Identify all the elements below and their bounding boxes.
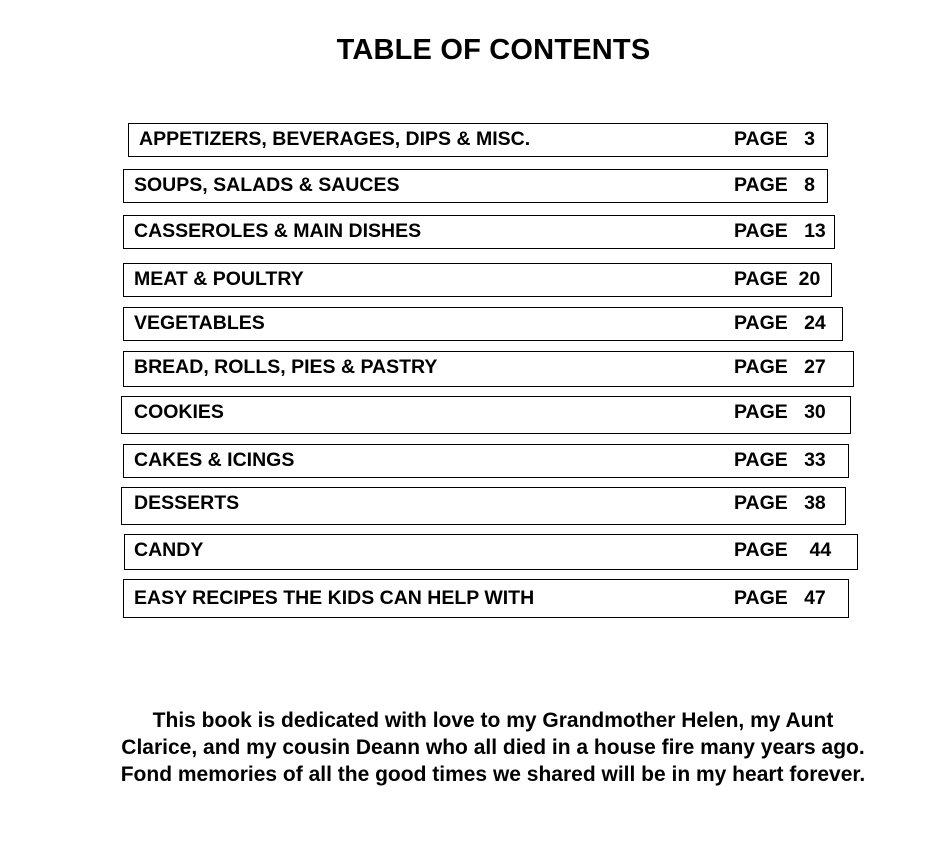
toc-section-label: EASY RECIPES THE KIDS CAN HELP WITH — [134, 587, 535, 609]
toc-page-number: PAGE 44 — [734, 539, 832, 561]
toc-page-number: PAGE 47 — [734, 587, 826, 609]
toc-section-label: CANDY — [134, 539, 204, 561]
toc-page-number: PAGE 20 — [734, 268, 821, 290]
toc-section-label: BREAD, ROLLS, PIES & PASTRY — [134, 356, 438, 378]
toc-row-cookies — [121, 396, 851, 434]
toc-row-meat-poultry — [123, 263, 832, 297]
toc-row-soups — [123, 169, 828, 203]
toc-page-number: PAGE 38 — [734, 492, 826, 514]
toc-row-appetizers — [128, 123, 828, 157]
toc-page-number: PAGE 13 — [734, 220, 826, 242]
toc-row-cakes — [123, 444, 849, 478]
toc-section-label: CASSEROLES & MAIN DISHES — [134, 220, 422, 242]
toc-section-label: MEAT & POULTRY — [134, 268, 304, 290]
toc-page-number: PAGE 3 — [734, 128, 815, 150]
toc-section-label: DESSERTS — [134, 492, 240, 514]
toc-page-number: PAGE 27 — [734, 356, 826, 378]
toc-section-label: APPETIZERS, BEVERAGES, DIPS & MISC. — [139, 128, 531, 150]
toc-row-easy-recipes — [123, 579, 849, 618]
dedication-text: This book is dedicated with love to my Grandmother Helen, my Aunt Clarice, and my cousin Deann who all died in a house fire many years ago. Fond memories of all the good times we shared will be in my heart forever. — [120, 709, 866, 786]
page-title: TABLE OF CONTENTS — [336, 34, 651, 66]
toc-row-bread-pastry — [123, 351, 854, 387]
toc-row-casseroles — [123, 215, 835, 249]
toc-section-label: CAKES & ICINGS — [134, 449, 295, 471]
toc-section-label: SOUPS, SALADS & SAUCES — [134, 174, 400, 196]
toc-section-label: VEGETABLES — [134, 312, 265, 334]
toc-page-number: PAGE 30 — [734, 401, 826, 423]
toc-row-desserts — [121, 487, 846, 525]
toc-section-label: COOKIES — [134, 401, 224, 423]
toc-row-candy — [124, 534, 858, 570]
toc-page-number: PAGE 8 — [734, 174, 815, 196]
toc-page-number: PAGE 33 — [734, 449, 826, 471]
toc-row-vegetables — [123, 307, 843, 341]
toc-page-number: PAGE 24 — [734, 312, 826, 334]
